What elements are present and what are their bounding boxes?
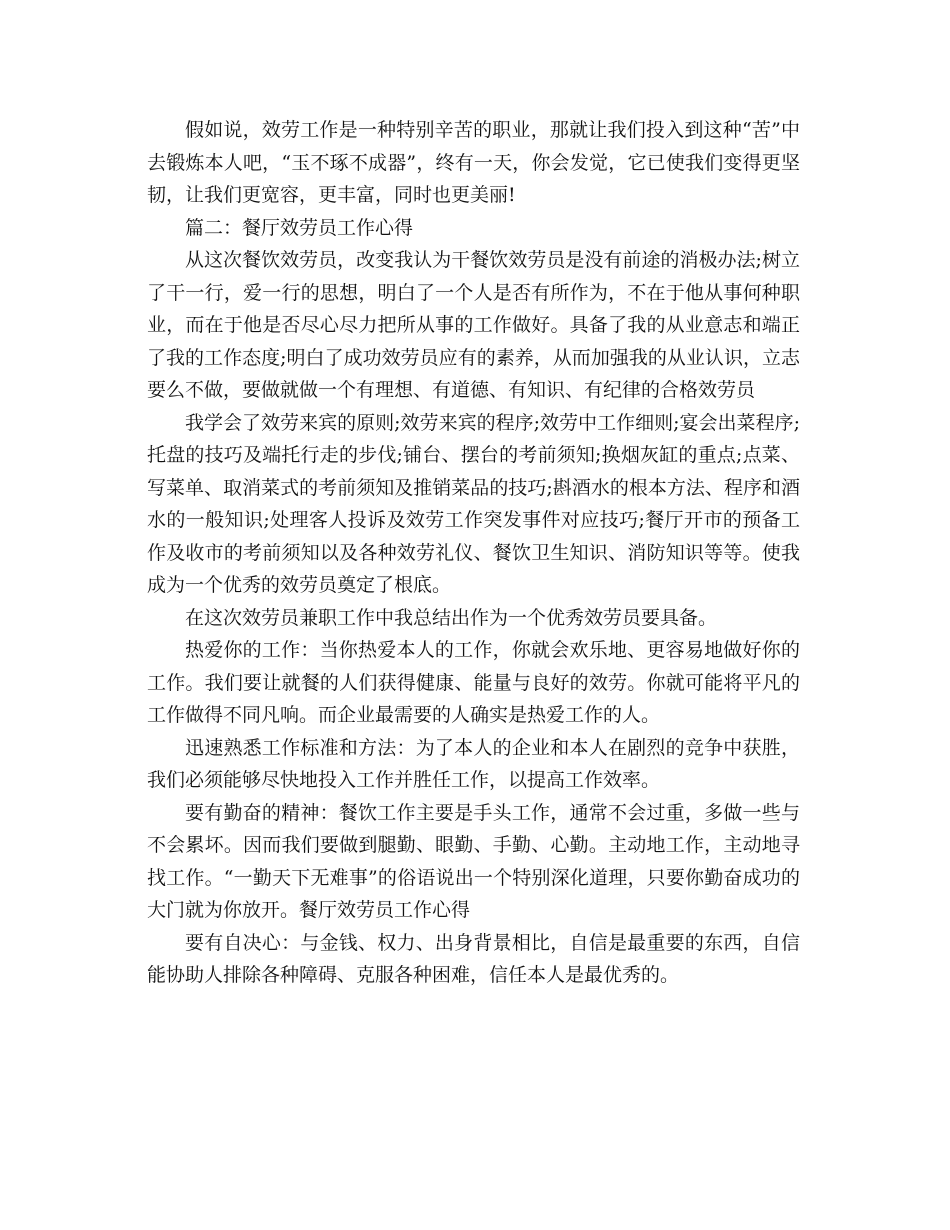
document-body (147, 114, 800, 992)
paragraph-summary-intro: 在这次效劳员兼职工作中我总结出作为一个优秀效劳员要具备。 (185, 606, 718, 629)
paragraph-hardship-intro: 假如说，效劳工作是一种特别辛苦的职业，那就让我们投入到这种“苦”中去锻炼本人吧，“玉不琢不成器”，终有一天，你会发觉，它已使我们变得更坚韧，让我们更宽容，更丰富，同时也更美丽! (147, 119, 800, 206)
paragraph-love-your-work: 热爱你的工作：当你热爱本人的工作，你就会欢乐地、更容易地做好你的工作。我们要让就餐的人们获得健康、能量与良好的效劳。你就可能将平凡的工作做得不同凡响。而企业最需要的人确实是热爱工作的人。 (147, 639, 800, 726)
paragraph-attitude-change: 从这次餐饮效劳员，改变我认为干餐饮效劳员是没有前途的消极办法;树立了干一行，爱一行的思想，明白了一个人是否有所作为，不在于他从事何种职业，而在于他是否尽心尽力把所从事的工作做好。具备了我的从业意志和端正了我的工作态度;明白了成功效劳员应有的素养，从而加强我的从业认识，立志要么不做，要做就做一个有理想、有道德、有知识、有纪律的合格效劳员 (147, 249, 800, 401)
paragraph-diligence: 要有勤奋的精神：餐饮工作主要是手头工作，通常不会过重，多做一些与不会累坏。因而我们要做到腿勤、眼勤、手勤、心勤。主动地工作，主动地寻找工作。“一勤天下无难事”的俗语说出一个特别深化道理，只要你勤奋成功的大门就为你放开。餐厅效劳员工作心得 (147, 801, 800, 921)
paragraph-skills-learned: 我学会了效劳来宾的原则;效劳来宾的程序;效劳中工作细则;宴会出菜程序;托盘的技巧及端托行走的步伐;铺台、摆台的考前须知;换烟灰缸的重点;点菜、写菜单、取消菜式的考前须知及推销菜品的技巧;斟酒水的根本方法、程序和酒水的一般知识;处理客人投诉及效劳工作突发事件对应技巧;餐厅开市的预备工作及收市的考前须知以及各种效劳礼仪、餐饮卫生知识、消防知识等等。使我成为一个优秀的效劳员奠定了根底。 (147, 411, 800, 596)
paragraph-self-confidence: 要有自决心：与金钱、权力、出身背景相比，自信是最重要的东西，自信能协助人排除各种障碍、克服各种困难，信任本人是最优秀的。 (147, 931, 800, 986)
section-heading-part-two: 篇二：餐厅效劳员工作心得 (185, 216, 414, 239)
paragraph-learn-standards: 迅速熟悉工作标准和方法：为了本人的企业和本人在剧烈的竞争中获胜，我们必须能够尽快地投入工作并胜任工作，以提高工作效率。 (147, 736, 800, 791)
